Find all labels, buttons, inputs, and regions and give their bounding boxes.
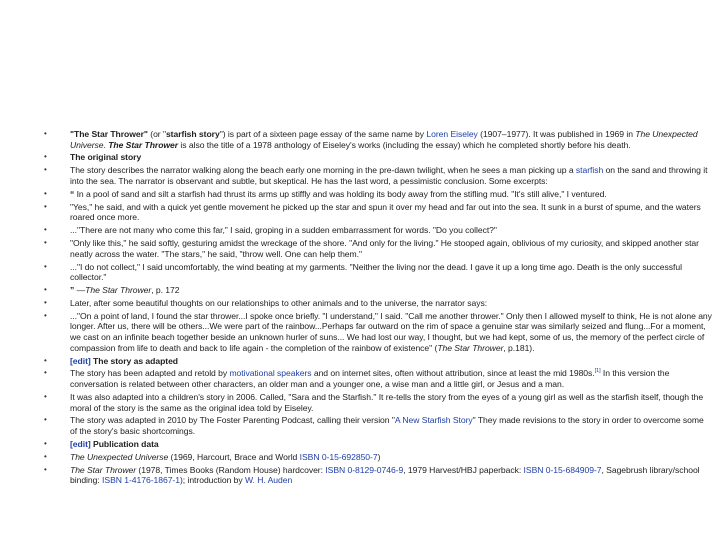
bullet-icon: •	[44, 188, 47, 198]
bullet-icon: •	[44, 297, 47, 307]
bullet-icon: •	[44, 238, 47, 248]
edit-link[interactable]: [edit]	[70, 438, 91, 449]
list-item: • The story has been adapted and retold by motivational speakers and on internet sites, often without attribution, since at least the mid 1980s.[1] In this version the conversation is related between other characters, an older man and a younger one, a wise man and a little girl, or Jesus and a man.	[44, 368, 670, 390]
section-heading: • The original story	[44, 152, 142, 163]
isbn-link[interactable]: ISBN 1-4176-1867-1	[102, 475, 180, 486]
bullet-icon: •	[44, 464, 47, 474]
bullet-icon: •	[44, 261, 47, 271]
link-motivational-speakers[interactable]: motivational speakers	[229, 368, 312, 379]
bullet-icon: •	[44, 310, 47, 320]
list-item: • The story was adapted in 2010 by The Foster Parenting Podcast, calling their version "A New Starfish Story" They made revisions to the story in order to overcome some of the story's basic shortcomings.	[44, 415, 704, 436]
list-item: • The story describes the narrator walking along the beach early one morning in the pre-dawn twilight, when he sees a man picking up a starfish on the sand and throwing it into the sea. The narrator is observant and subtle, but skeptical. He has the last word, a pessimistic conclusion. Some excerpts:	[44, 165, 708, 186]
list-item: • “ In a pool of sand and silt a starfish had thrust its arms up stiffly and was holding its body away from the stifling mud. "It's still alive," I ventured.	[44, 188, 607, 199]
bullet-icon: •	[44, 165, 47, 175]
bullet-icon: •	[44, 152, 47, 162]
section-heading: • [edit] Publication data	[44, 438, 159, 449]
link-wh-auden[interactable]: W. H. Auden	[244, 475, 293, 486]
list-item: • Later, after some beautiful thoughts on our relationships to other animals and to the universe, the narrator says:	[44, 297, 488, 308]
citation-link[interactable]: [1]	[594, 368, 601, 375]
edit-link[interactable]: [edit]	[70, 355, 91, 366]
bullet-icon: •	[44, 451, 47, 461]
document-body	[44, 129, 712, 488]
isbn-link[interactable]: ISBN 0-15-684909-7	[523, 464, 602, 475]
bullet-icon: •	[44, 368, 47, 378]
bullet-icon: •	[44, 225, 47, 235]
link-starfish[interactable]: starfish	[575, 165, 604, 176]
list-item: • ..."I do not collect," I said uncomfortably, the wind beating at my garments. "Neither the living nor the dead. I gave it up a long time ago. Death is the only successful collector."	[44, 261, 682, 283]
list-item: • ” —The Star Thrower, p. 172	[44, 285, 180, 296]
bullet-icon: •	[44, 415, 47, 425]
bullet-icon: •	[44, 285, 47, 295]
bullet-icon: •	[44, 391, 47, 401]
bullet-list	[44, 129, 712, 486]
section-heading: • [edit] The story as adapted	[44, 355, 179, 366]
isbn-link[interactable]: ISBN 0-15-692850-7	[299, 451, 378, 462]
bullet-icon: •	[44, 201, 47, 211]
list-item: • ..."There are not many who come this far," I said, groping in a sudden embarrassment for words. "Do you collect?"	[44, 225, 497, 236]
list-item: • It was also adapted into a children's story in 2006. Called, "Sara and the Starfish." It re-tells the story from the eyes of a young girl as well as the starfish itself, though the moral of the story is the same as the original idea told by Eiseley.	[44, 391, 704, 413]
bullet-icon: •	[44, 129, 47, 138]
bullet-icon: •	[44, 438, 47, 448]
isbn-link[interactable]: ISBN 0-8129-0746-9	[325, 464, 404, 475]
link-loren-eiseley[interactable]: Loren Eiseley	[426, 129, 478, 139]
list-item: • The Star Thrower (1978, Times Books (Random House) hardcover: ISBN 0-8129-0746-9, 1979 Harvest/HBJ paperback: ISBN 0-15-684909-7, Sagebrush library/school binding: ISBN 1-4176-1867-1); introduction by W. H. Auden	[44, 464, 700, 486]
link-new-starfish-story[interactable]: A New Starfish Story	[394, 415, 473, 426]
list-item: • "The Star Thrower" (or "starfish story") is part of a sixteen page essay of the same name by Loren Eiseley (1907–1977). It was published in 1969 in The Unexpected Universe. The Star Thrower is also the title of a 1978 anthology of Eiseley's works (including the essay) which he completed shortly before his death.	[44, 129, 698, 150]
list-item: • "Only like this," he said softly, gesturing amidst the wreckage of the shore. "And only for the living." He stooped again, oblivious of my curiosity, and skipped another star neatly across the water. "The stars," he said, "throw well. One can help them."	[44, 238, 699, 259]
bullet-icon: •	[44, 355, 47, 365]
list-item: • "Yes," he said, and with a quick yet gentle movement he picked up the star and spun it over my head and far out into the sea. It sunk in a burst of spume, and the waters roared once more.	[44, 201, 701, 223]
list-item: • ..."On a point of land, I found the star thrower...I spoke once briefly. "I understand," I said. "Call me another thrower." Only then I allowed myself to think, He is not alone any longer. After us, there will be others...We were part of the rainbow...Perhaps far outward on the rim of space a genuine star was similarly seized and flung...For a moment, we cast on an infinite beach together beside an unknown hurler of suns... We had lost our way, I thought, but we had kept, some of us, the memory of the perfect circle of compassion from life to death and back to life again - the completion of the rainbow of existence" (The Star Thrower, p.181).	[44, 310, 712, 353]
list-item: • The Unexpected Universe (1969, Harcourt, Brace and World ISBN 0-15-692850-7)	[44, 451, 381, 462]
